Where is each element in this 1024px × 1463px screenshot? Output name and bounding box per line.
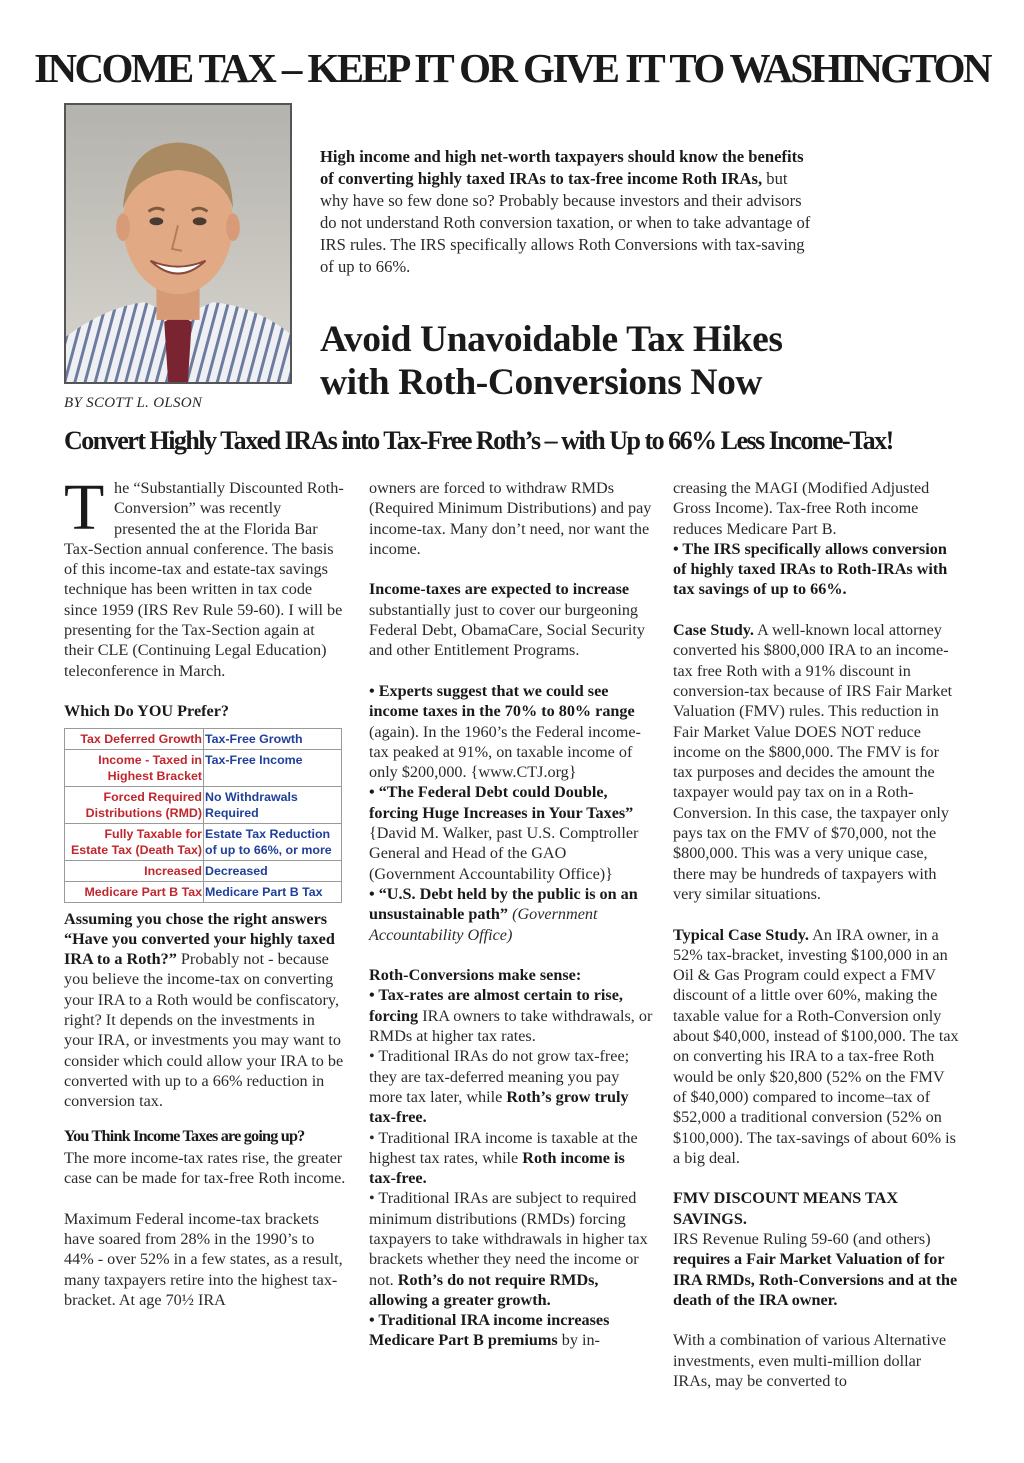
intro-bold: High income and high net-worth taxpayers should know the benefits of converting highly taxed IRAs to tax-free income Roth IRAs, [320,147,804,188]
col1-subhead: You Think Income Taxes are going up? [64,1126,305,1145]
col2-b3-italic: (Government Accountability Office) [369,905,598,944]
col2-b3-bold: • “U.S. Debt held by the public is on an unsustainable path” [369,884,638,924]
col1-paragraph-1 [64,471,346,681]
col2-p2-bold: Income-taxes are expected to increase [369,580,630,599]
col2-c4-bold: Roth’s do not require RMDs, allowing a greater growth. [369,1270,599,1309]
col2-c1-bold: • Tax-rates are almost certain to rise, forcing [369,986,623,1025]
comparison-row [65,786,342,823]
comparison-cell-traditional: Medicare Part B Tax [65,881,204,902]
col2-bullet-2 [369,782,653,883]
col1-paragraph-4: Maximum Federal income-tax brackets have soared from 28% in the 1990’s to 44% - over 52% in a few states, as a result, many taxpayers retire into the highest tax-bracket. At age 70½ IRA [64,1209,343,1309]
author-photo [64,103,292,384]
col2-b1-bold: • Experts suggest that we could see income taxes in the 70% to 80% range [369,681,635,721]
col2-b2-bold: • “The Federal Debt could Double, forcing Huge Increases in Your Taxes” [369,783,634,822]
byline: BY SCOTT L. OLSON [64,395,203,411]
col2-bullet-1 [369,681,653,782]
col1-p2-bold: Assuming you chose the right answers “Have you converted your highly taxed IRA to a Roth?” [64,909,335,969]
col3-case-study [673,620,959,904]
intro-text: but why have so few done so? Probably because investors and their advisors do not understand Roth conversion taxation, or when to take advantage of IRS rules. The IRS specifically allows Roth Conversions with tax-saving of up to 66%. [320,169,811,276]
comparison-cell-roth: No Withdrawals Required [204,786,342,823]
col2-c2-text: • Traditional IRAs do not grow tax-free; they are tax-deferred meaning you pay more tax later, while [369,1047,630,1106]
comparison-row [65,728,342,749]
col3-typical-case [673,925,959,1169]
comparison-table [64,728,342,903]
comparison-cell-roth: Medicare Part B Tax [204,881,342,902]
headline: INCOME TAX – KEEP IT OR GIVE IT TO WASHINGTON [34,45,990,91]
col2-c5-bold: • Traditional IRA income increases Medicare Part B premiums [369,1311,610,1350]
subheadline [320,318,880,404]
comparison-row [65,881,342,902]
comparison-cell-traditional: Fully Taxable for Estate Tax (Death Tax) [65,823,204,860]
comparison-row [65,823,342,860]
comparison-cell-roth: Tax-Free Growth [204,728,342,749]
col3-paragraph-1: creasing the MAGI (Modified Adjusted Gross Income). Tax-free Roth income reduces Medicare Part B. [673,479,930,538]
drop-cap: T [64,471,105,544]
col3-b1-bold: • The IRS specifically allows conversion of highly taxed IRAs to Roth-IRAs with tax savings of up to 66%. [673,539,948,599]
col1-p2-text: Probably not - because you believe the income-tax on converting your IRA to a Roth would be confiscatory, right? It depends on the investments in your IRA, or investments you may want to consider which could allow your IRA to be converted with up to a 66% reduction in conversion tax. [64,950,344,1111]
table-title: Which Do YOU Prefer? [64,702,229,721]
col2-point-4 [369,1188,653,1310]
col2-subhead: Roth-Conversions make sense: [369,966,582,985]
col3-case-label: Case Study. [673,621,754,640]
comparison-cell-traditional: Increased [65,860,204,881]
subheadline-line2: with Roth-Conversions Now [320,362,763,403]
comparison-cell-traditional: Forced Required Distributions (RMD) [65,786,204,823]
col1-paragraph-3: The more income-tax rates rise, the greater case can be made for tax-free Roth income. [64,1148,346,1188]
col3-subhead: FMV DISCOUNT MEANS TAX SAVINGS. [673,1189,899,1228]
col3-paragraph-4 [673,1229,959,1310]
col2-b1-text: (again). In the 1960’s the Federal income-tax peaked at 91%, on taxable income of only $200,000. {www.CTJ.org} [369,722,641,782]
col2-point-1 [369,985,653,1046]
col3-case-text: A well-known local attorney converted his $800,000 IRA to an income-tax free Roth with a 91% discount in conversion-tax because of IRS Fair Market Valuation (FMV) rules. This reduction in Fair Market Value DOES NOT reduce income on the $800,000. The FMV is for tax purposes and decides the amount the taxpayer would pay tax on in a Roth-Conversion. In this case, the taxpayer only pays tax on the FMV of $70,000, not the $800,000. This was a very unique case, there may be hundreds of taxpayers with very similar situations. [673,621,953,903]
col3-paragraph-5: With a combination of various Alternative investments, even multi-million dollar IRAs, may be converted to [673,1331,947,1391]
comparison-cell-roth: Decreased [204,860,342,881]
subheadline-line1: Avoid Unavoidable Tax Hikes [320,319,783,360]
col1-paragraph-2 [64,909,346,1112]
col3-p4-bold: requires a Fair Market Valuation of for IRA RMDs, Roth-Conversions and at the death of the IRA owner. [673,1250,958,1309]
col2-c3-bold: Roth income is tax-free. [369,1148,625,1188]
col2-paragraph-1: owners are forced to withdraw RMDs (Required Minimum Distributions) and pay income-tax. Many don’t need, nor want the income. [369,479,652,558]
col2-point-5 [369,1310,653,1351]
col2-c5-text: by in- [557,1331,600,1350]
col1-p1-text: he “Substantially Discounted Roth-Conversion” was recently presented the at the Florida Bar Tax-Section annual conference. The basis of this income-tax and estate-tax savings technique has been written in tax code since 1959 (IRS Rev Rule 59-60). I will be presenting for the Tax-Section again at their CLE (Continuing Legal Education) teleconference in March. [64,479,344,680]
comparison-cell-traditional: Tax Deferred Growth [65,728,204,749]
col3-bullet-1 [673,539,959,600]
deck-headline: Convert Highly Taxed IRAs into Tax-Free Roth’s – with Up to 66% Less Income-Tax! [64,426,893,455]
col3-typical-text: An IRA owner, in a 52% tax-bracket, investing $100,000 in an Oil & Gas Program could expect a FMV discount of a little over 60%, making the taxable value for a Roth-Conversion only about $40,000, instead of $100,000. The tax on converting his IRA to a tax-free Roth would be only $20,800 (52% on the FMV of $40,000) compared to income–tax of $52,000 a traditional conversion (52% on $100,000). The tax-savings of about 60% is a big deal. [673,925,959,1167]
col2-c4-text: • Traditional IRAs are subject to required minimum distributions (RMDs) forcing taxpayers to take withdrawals in higher tax brackets whether they need the income or not. [369,1189,648,1289]
comparison-row [65,749,342,786]
col2-c1-text: IRA owners to take withdrawals, or RMDs at higher tax rates. [369,1006,653,1046]
intro-paragraph [320,146,820,278]
comparison-cell-roth: Estate Tax Reduction of up to 66%, or more [204,823,342,860]
col3-p4-text: IRS Revenue Ruling 59-60 (and others) [673,1229,931,1248]
col2-p2-text: substantially just to cover our burgeoning Federal Debt, ObamaCare, Social Security and other Entitlement Programs. [369,600,645,660]
col2-point-3 [369,1128,653,1189]
col2-bullet-3 [369,884,653,945]
column-1 [64,471,346,1310]
comparison-row [65,860,342,881]
author-portrait-icon [66,105,290,382]
col3-typical-label: Typical Case Study. [673,925,809,944]
col2-c2-bold: Roth’s grow truly tax-free. [369,1087,629,1127]
column-2 [369,478,653,1351]
comparison-cell-roth: Tax-Free Income [204,749,342,786]
col2-c3-text: • Traditional IRA income is taxable at the highest tax rates, while [369,1128,638,1167]
col2-paragraph-2 [369,579,653,660]
col2-point-2 [369,1046,653,1127]
column-3 [673,478,959,1391]
comparison-cell-traditional: Income - Taxed in Highest Bracket [65,749,204,786]
col2-b2-text: {David M. Walker, past U.S. Comptroller General and Head of the GAO (Government Accountability Office)} [369,824,639,883]
